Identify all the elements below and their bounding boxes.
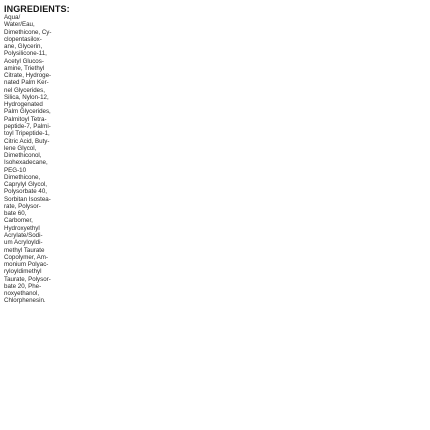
ingredients-line: Caprylyl Glycol, — [4, 181, 47, 189]
ingredients-line: Aqua/ — [4, 14, 21, 21]
ingredients-line: Carbomer, — [4, 217, 33, 225]
ingredients-line: Dimethicone, Cy- — [4, 28, 52, 36]
ingredients-line: Palmitoyl Tetra- — [4, 115, 47, 123]
ingredients-line: Copolymer, Am- — [4, 253, 49, 261]
ingredients-line: monium Polyac- — [4, 261, 49, 269]
ingredients-line: Dimethicone, — [4, 173, 41, 181]
ingredients-line: Hydrogenated — [4, 101, 43, 109]
ingredients-line: ane, Glycerin, — [4, 43, 43, 51]
ingredients-line: Sorbitan Isostea- — [4, 195, 51, 203]
ingredients-line: clopentasilox- — [4, 35, 42, 43]
ingredients-line: noxyethanol, — [4, 290, 40, 298]
ingredients-line: Polysorbate 40, — [4, 188, 47, 196]
ingredients-line: Water/Eau, — [4, 21, 35, 29]
ingredients-line: rate, Polysor- — [4, 202, 41, 210]
ingredients-line: Acrylate/Sodi- — [4, 231, 43, 239]
ingredients-line: Citrate, Hydroge- — [4, 72, 52, 80]
ingredients-list — [4, 14, 66, 305]
ingredients-line: Taurate, Polysor- — [4, 275, 51, 283]
ingredients-line: Hydroxyethyl — [4, 224, 40, 232]
ingredients-line: methyl Taurate — [4, 246, 45, 254]
ingredients-line: bate 20, Phe- — [4, 282, 42, 290]
ingredients-line: PEG-10 — [4, 166, 27, 174]
ingredients-line: Polysilicone-11, — [4, 50, 47, 58]
ingredients-line: peptide-7, Palmi- — [4, 122, 51, 130]
ingredients-line: Dimethiconol, — [4, 152, 42, 160]
ingredients-line: nated Palm Ker- — [4, 79, 49, 87]
ingredients-line: nel Glycerides, — [4, 86, 45, 94]
ingredients-line: Isohexadecane, — [4, 159, 48, 167]
ingredients-line: bate 60, — [4, 210, 27, 218]
ingredients-line: toyl Tripeptide-1, — [4, 130, 50, 138]
ingredients-heading: INGREDIENTS: — [4, 4, 70, 14]
ingredients-line: Chlorphenesin. — [4, 297, 46, 305]
ingredients-line: ryloyldimethyl — [4, 268, 42, 276]
ingredients-line: lene Glycol, — [4, 144, 37, 152]
ingredients-line: Acetyl Glucos- — [4, 57, 44, 65]
ingredients-line: Citric Acid, Buty- — [4, 137, 50, 145]
ingredients-line: Silica, Nylon-12, — [4, 93, 49, 101]
ingredients-line: amine, Triethyl — [4, 64, 45, 72]
ingredients-line: Palm Glycerides, — [4, 108, 51, 116]
ingredients-line: um Acryloyldi- — [4, 239, 43, 247]
